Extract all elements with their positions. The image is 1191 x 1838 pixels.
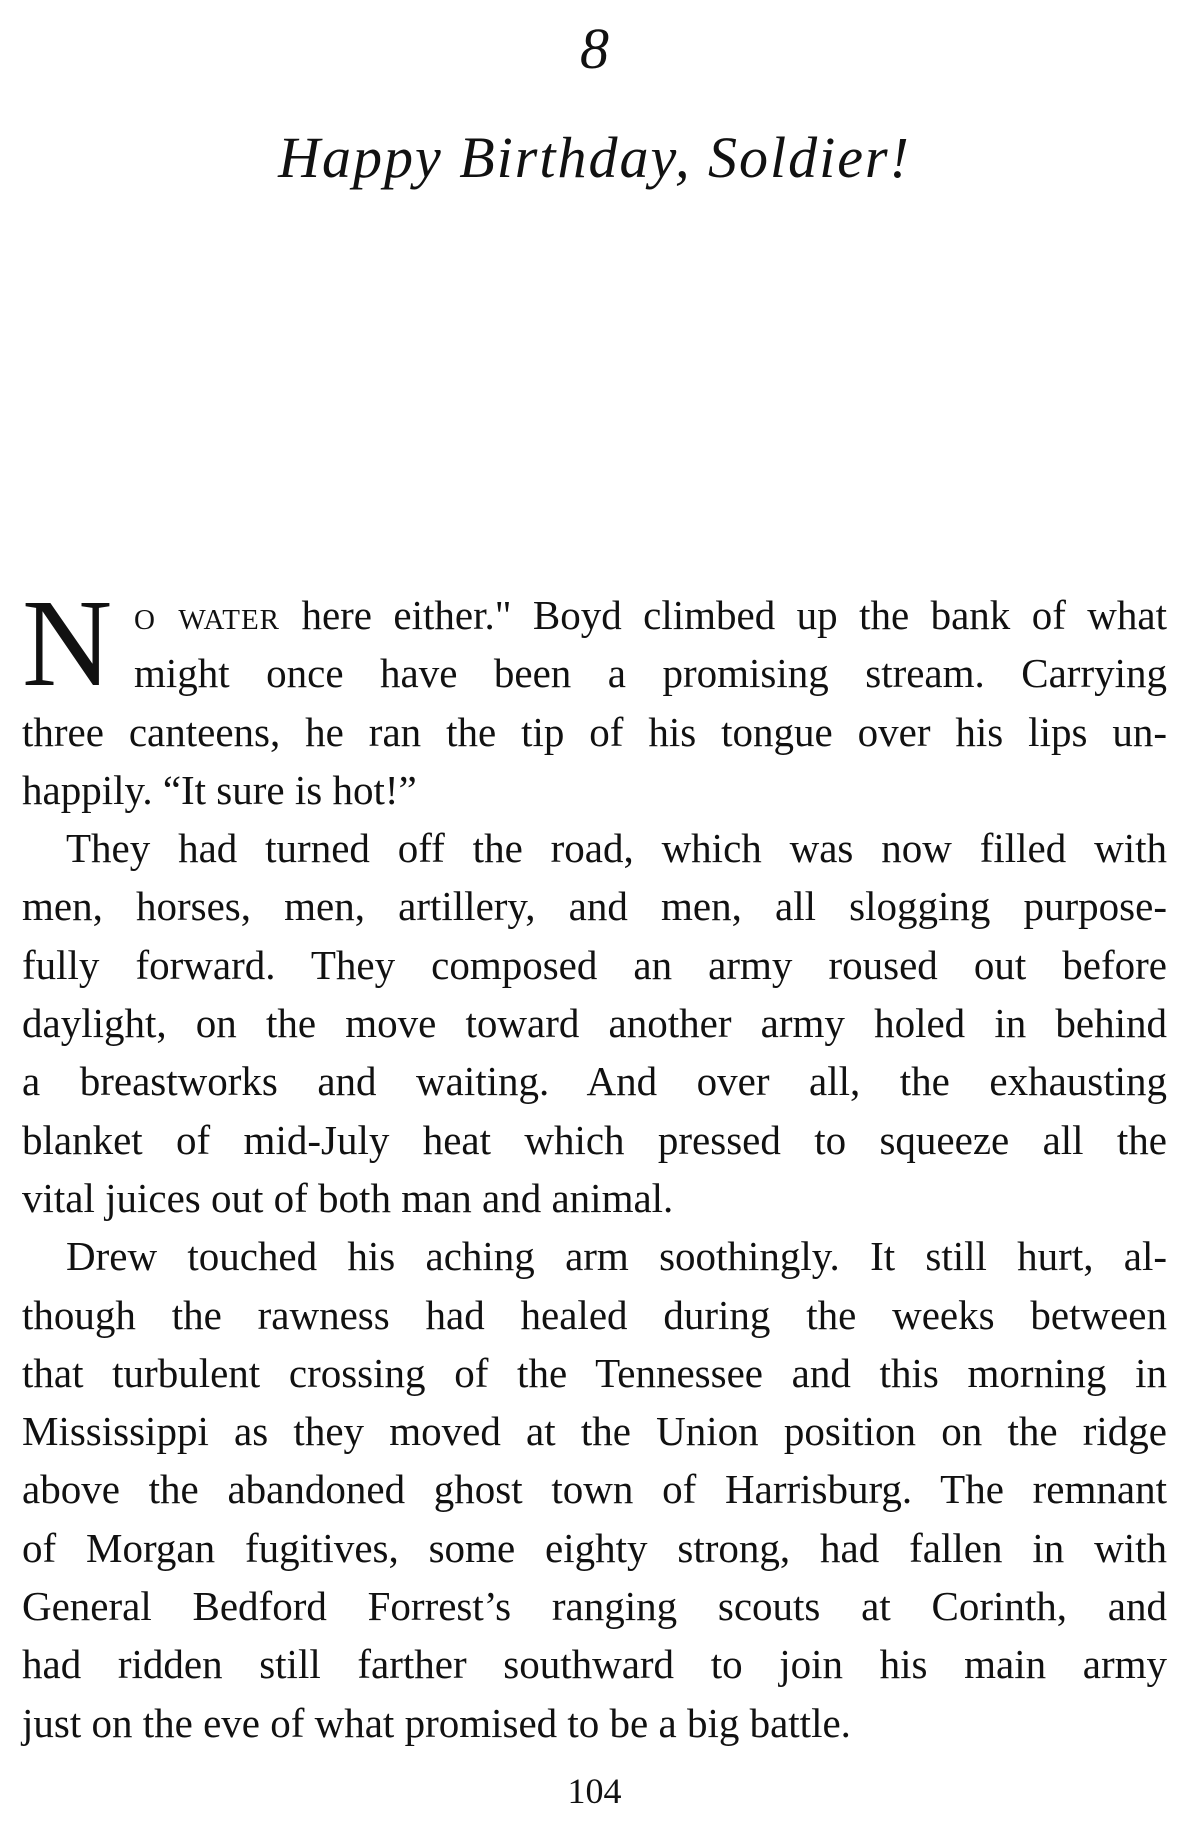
opening-paragraph <box>22 575 1167 819</box>
text-line: that turbulent crossing of the Tennessee and this morning in <box>22 1349 1167 1396</box>
text-line-rest: here either." Boyd climbed up the bank of what <box>280 592 1167 638</box>
paragraph <box>22 819 1167 1227</box>
text-line: vital juices out of both man and animal. <box>22 1174 674 1221</box>
text-line: of Morgan fugitives, some eighty strong, had fallen in with <box>22 1524 1167 1571</box>
small-caps-lead: o water <box>134 592 281 638</box>
chapter-title: Happy Birthday, Soldier! <box>278 125 911 190</box>
text-line: fully forward. They composed an army roused out before <box>22 941 1167 988</box>
text-line: happily. “It sure is hot!” <box>22 766 417 813</box>
book-page <box>22 0 1167 1838</box>
text-line: men, horses, men, artillery, and men, all slogging purpose- <box>22 883 1167 930</box>
body-text <box>22 575 1167 1752</box>
text-line: blanket of mid-July heat which pressed to squeeze all the <box>22 1116 1167 1163</box>
text-line <box>22 586 1167 644</box>
text-line: Drew touched his aching arm soothingly. It still hurt, al- <box>66 1233 1167 1280</box>
text-line: three canteens, he ran the tip of his tongue over his lips un- <box>22 708 1167 755</box>
page-number: 104 <box>567 1771 622 1811</box>
text-line: had ridden still farther southward to join his main army <box>22 1641 1167 1688</box>
text-line: though the rawness had healed during the weeks between <box>22 1291 1167 1338</box>
text-line: daylight, on the move toward another army holed in behind <box>22 1000 1167 1047</box>
chapter-number: 8 <box>580 16 609 81</box>
text-line: above the abandoned ghost town of Harrisburg. The remnant <box>22 1466 1167 1513</box>
drop-cap: N <box>22 575 113 713</box>
text-line: just on the eve of what promised to be a big battle. <box>22 1699 851 1746</box>
text-line: Mississippi as they moved at the Union position on the ridge <box>22 1408 1167 1455</box>
text-line: General Bedford Forrest’s ranging scouts at Corinth, and <box>22 1583 1167 1630</box>
text-line: might once have been a promising stream. Carrying <box>134 650 1167 697</box>
text-line: a breastworks and waiting. And over all, the exhausting <box>22 1058 1167 1105</box>
text-line: They had turned off the road, which was now filled with <box>66 825 1167 872</box>
paragraph <box>22 1227 1167 1752</box>
